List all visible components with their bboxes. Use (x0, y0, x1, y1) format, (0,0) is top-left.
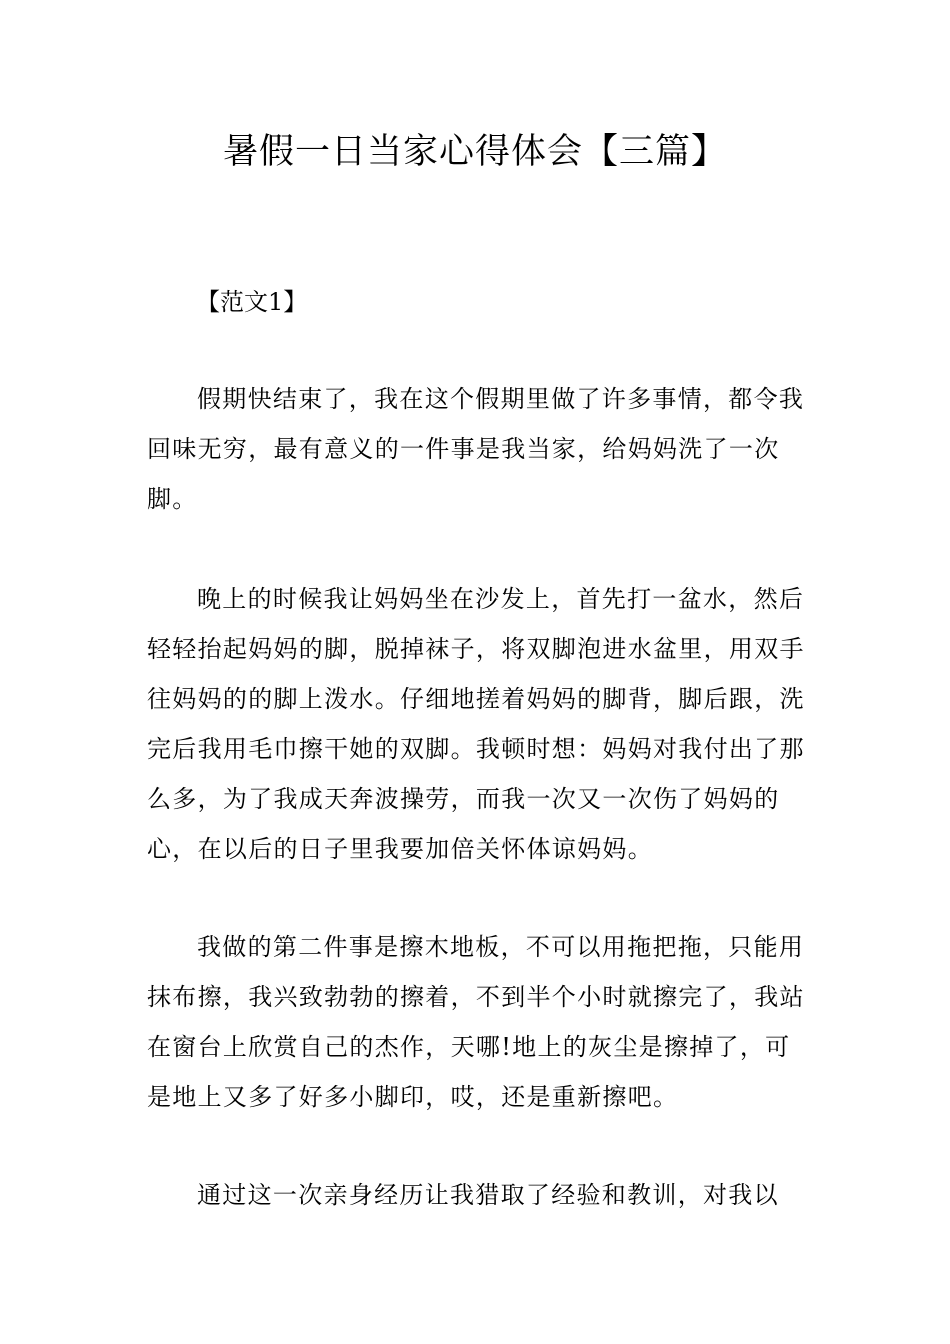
section-label: 【范文1】 (196, 288, 308, 316)
paragraph-3: 我做的第二件事是擦木地板，不可以用拖把拖，只能用抹布擦，我兴致勃勃的擦着，不到半个小时就擦完了，我站在窗台上欣赏自己的杰作，天哪!地上的灰尘是擦掉了，可是地上又多了好多小脚印，哎，还是重新擦吧。 (147, 933, 805, 1111)
paragraph-1: 假期快结束了，我在这个假期里做了许多事情，都令我回味无穷，最有意义的一件事是我当家，给妈妈洗了一次脚。 (147, 385, 805, 513)
document-title: 暑假一日当家心得体会【三篇】 (222, 132, 727, 172)
paragraph-4: 通过这一次亲身经历让我猎取了经验和教训，对我以 (197, 1181, 779, 1209)
paragraph-2: 晚上的时候我让妈妈坐在沙发上，首先打一盆水，然后轻轻抬起妈妈的脚，脱掉袜子，将双脚泡进水盆里，用双手往妈妈的的脚上泼水。仔细地搓着妈妈的脚背，脚后跟，洗完后我用毛巾擦干她的双脚。我顿时想：妈妈对我付出了那么多，为了我成天奔波操劳，而我一次又一次伤了妈妈的心，在以后的日子里我要加倍关怀体谅妈妈。 (147, 585, 805, 863)
